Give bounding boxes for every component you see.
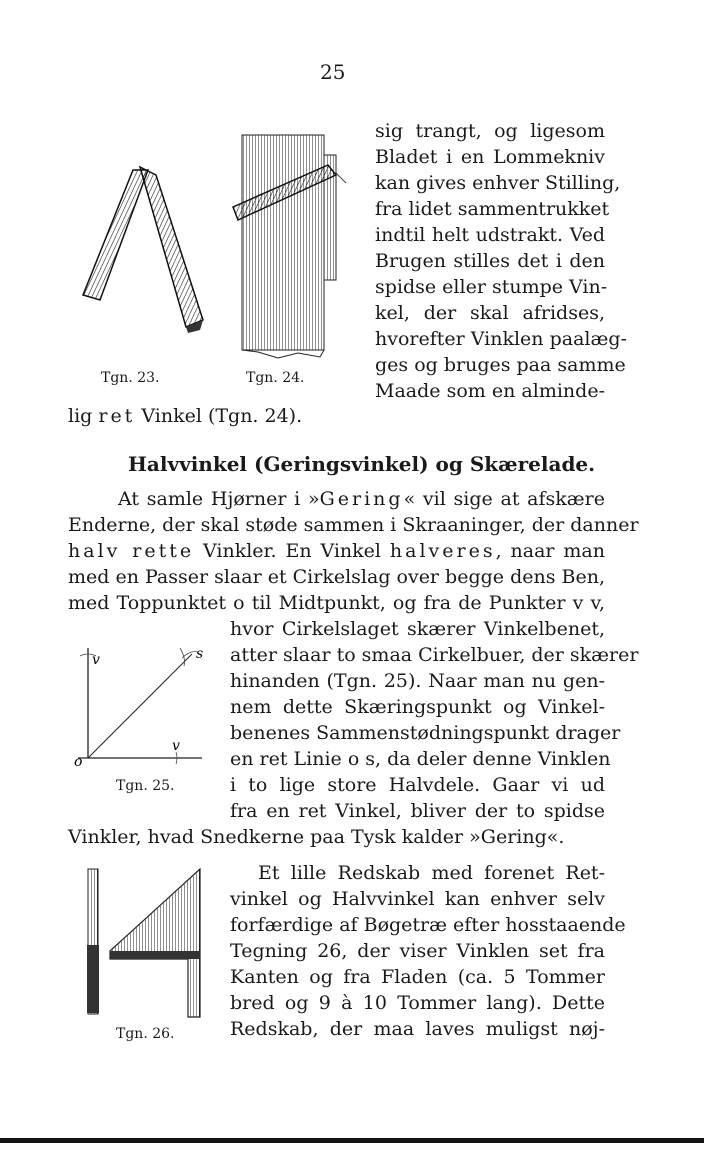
figure-23-caption: Tgn. 23. [101,370,160,386]
section-heading: Halvvinkel (Geringsvinkel) og Skærelade. [128,452,596,476]
page-number: 25 [320,60,346,84]
figure-24-square-illustration [228,135,348,365]
text-line: vinkel og Halvvinkel kan enhver selv [230,888,605,910]
page-bottom-border [0,1138,704,1143]
text-line: Redskab, der maa laves muligst nøj- [230,1018,605,1040]
text-line: kan gives enhver Stilling, [375,172,621,194]
figure-23-bevel-illustration [78,165,208,365]
text-line: kel, der skal afridses, [375,302,605,324]
text-line: Brugen stilles det i den [375,250,605,272]
spaced-text: Gering [319,488,404,510]
spaced-text: ret [98,405,136,427]
spaced-text: halveres [389,540,496,562]
text-line: Enderne, der skal støde sammen i Skraaninger, der danner [68,514,639,536]
text-line: Maade som en alminde- [375,380,605,402]
figure-25-angle-diagram [72,640,212,770]
text-line: Vinkler, hvad Snedkerne paa Tysk kalder »Gering«. [68,826,565,848]
figure-26-caption: Tgn. 26. [116,1026,175,1042]
text-line: bred og 9 à 10 Tommer lang). Dette [230,992,605,1014]
spaced-text: halv rette [68,540,195,562]
label-v-top: v [92,652,100,668]
text-fragment: « vil sige at afskære [403,488,605,510]
text-line: Bladet i en Lommekniv [375,146,605,168]
text-line: hinanden (Tgn. 25). Naar man nu gen- [230,670,605,692]
text-line [68,540,605,562]
text-line: forfærdige af Bøgetræ efter hosstaaende [230,914,626,936]
text-fragment: Vinkler. En Vinkel [194,540,390,562]
text-line: fra en ret Vinkel, bliver der to spidse [230,800,605,822]
label-o: o [74,754,83,770]
text-line: sig trangt, og ligesom [375,120,605,142]
label-v-right: v [172,738,180,754]
text-fragment: Vinkel (Tgn. 24). [135,405,303,427]
text-line: nem dette Skæringspunkt og Vinkel- [230,696,605,718]
text-line: fra lidet sammentrukket [375,198,610,220]
label-s: s [196,646,204,662]
text-line: spidse eller stumpe Vin- [375,276,608,298]
text-line: atter slaar to smaa Cirkelbuer, der skærer [230,644,639,666]
text-line: i to lige store Halvdele. Gaar vi ud [230,774,605,796]
text-line: en ret Linie o s, da deler denne Vinklen [230,748,611,770]
text-line: hvor Cirkelslaget skærer Vinkelbenet, [230,618,605,640]
text-line: med Toppunktet o til Midtpunkt, og fra de Punkter v v, [68,592,605,614]
text-line: Et lille Redskab med forenet Ret- [258,862,605,884]
text-fragment: , naar man [495,540,605,562]
text-line [68,405,302,427]
text-line: hvorefter Vinklen paalæg- [375,328,627,350]
text-fragment: At samle Hjørner i » [118,488,320,510]
text-line: med en Passer slaar et Cirkelslag over begge dens Ben, [68,566,605,588]
text-line: Tegning 26, der viser Vinklen set fra [230,940,605,962]
figure-24-caption: Tgn. 24. [246,370,305,386]
text-line [118,488,605,510]
text-line: indtil helt udstrakt. Ved [375,224,605,246]
text-fragment: lig [68,405,99,427]
text-line: ges og bruges paa samme [375,354,626,376]
figure-25-caption: Tgn. 25. [116,778,175,794]
text-line: benenes Sammenstødningspunkt drager [230,722,621,744]
figure-26-miter-square-illustration [82,865,212,1020]
text-line: Kanten og fra Fladen (ca. 5 Tommer [230,966,605,988]
